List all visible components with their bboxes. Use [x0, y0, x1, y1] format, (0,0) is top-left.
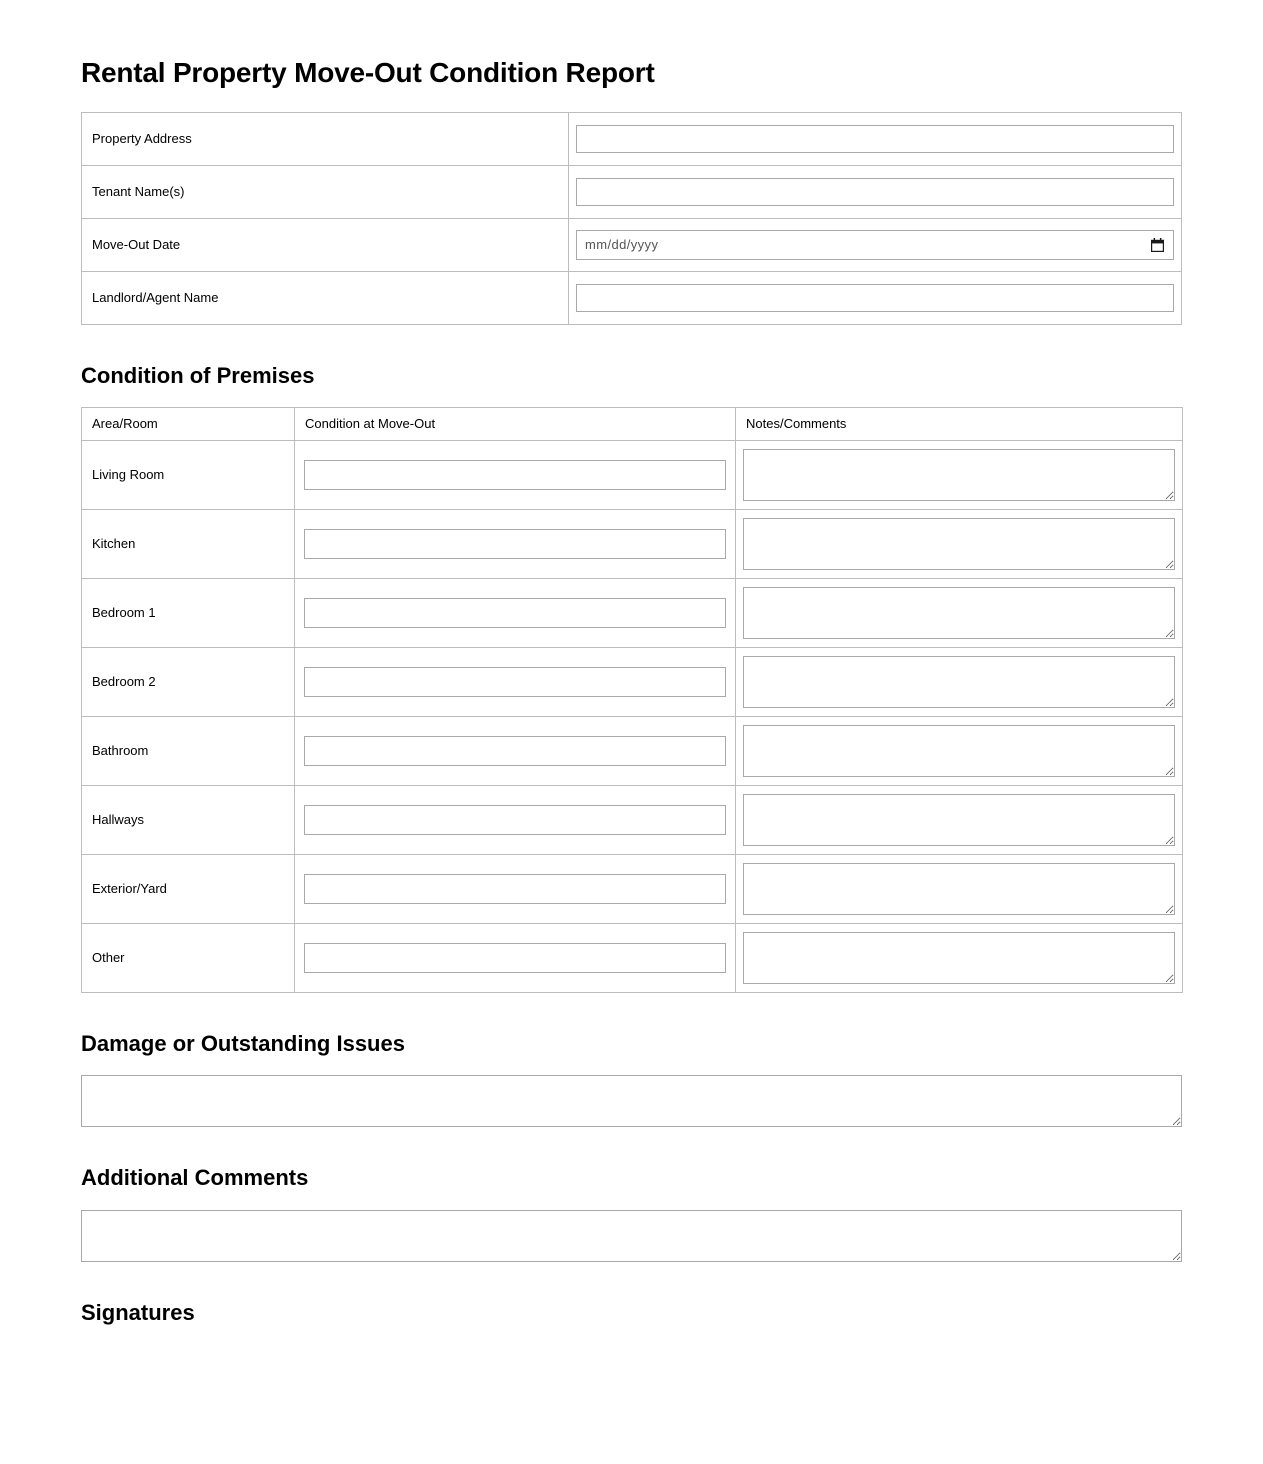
- condition-cell: [295, 923, 736, 992]
- move-out-date-cell: [569, 218, 1182, 271]
- notes-textarea[interactable]: [743, 449, 1175, 501]
- table-row: [82, 578, 1183, 647]
- condition-cell: [295, 509, 736, 578]
- table-row: [82, 923, 1183, 992]
- property-info-table: [81, 112, 1182, 325]
- notes-textarea[interactable]: [743, 725, 1175, 777]
- notes-cell: [736, 785, 1183, 854]
- landlord-agent-name-label: Landlord/Agent Name: [82, 271, 569, 324]
- column-header-area-room: Area/Room: [82, 407, 295, 440]
- condition-input[interactable]: [304, 874, 726, 904]
- condition-cell: [295, 785, 736, 854]
- notes-textarea[interactable]: [743, 656, 1175, 708]
- condition-cell: [295, 440, 736, 509]
- landlord-agent-name-input[interactable]: [576, 284, 1174, 312]
- tenant-name-input[interactable]: [576, 178, 1174, 206]
- property-address-label: Property Address: [82, 112, 569, 165]
- room-label: Bedroom 1: [82, 578, 295, 647]
- signatures-area: [81, 1344, 1182, 1464]
- notes-cell: [736, 716, 1183, 785]
- landlord-agent-name-cell: [569, 271, 1182, 324]
- condition-table-body: [82, 440, 1183, 992]
- notes-cell: [736, 509, 1183, 578]
- additional-comments-textarea[interactable]: [81, 1210, 1182, 1262]
- condition-input[interactable]: [304, 598, 726, 628]
- table-row: [82, 165, 1182, 218]
- damage-issues-textarea[interactable]: [81, 1075, 1182, 1127]
- table-row: [82, 112, 1182, 165]
- room-label: Hallways: [82, 785, 295, 854]
- notes-cell: [736, 647, 1183, 716]
- table-row: [82, 509, 1183, 578]
- table-row: [82, 440, 1183, 509]
- room-label: Other: [82, 923, 295, 992]
- condition-of-premises-heading: Condition of Premises: [81, 362, 315, 388]
- notes-cell: [736, 578, 1183, 647]
- notes-textarea[interactable]: [743, 932, 1175, 984]
- date-placeholder-text: mm/dd/yyyy: [585, 237, 659, 253]
- condition-input[interactable]: [304, 736, 726, 766]
- notes-textarea[interactable]: [743, 863, 1175, 915]
- signatures-heading: Signatures: [81, 1299, 195, 1325]
- notes-textarea[interactable]: [743, 587, 1175, 639]
- notes-cell: [736, 854, 1183, 923]
- notes-textarea[interactable]: [743, 518, 1175, 570]
- condition-input[interactable]: [304, 943, 726, 973]
- damage-issues-heading: Damage or Outstanding Issues: [81, 1030, 405, 1056]
- move-out-date-input[interactable]: [576, 230, 1174, 260]
- condition-table-head: [82, 407, 1183, 440]
- room-label: Living Room: [82, 440, 295, 509]
- tenant-name-cell: [569, 165, 1182, 218]
- table-row: [82, 218, 1182, 271]
- move-out-date-label: Move-Out Date: [82, 218, 569, 271]
- room-label: Kitchen: [82, 509, 295, 578]
- tenant-name-label: Tenant Name(s): [82, 165, 569, 218]
- room-label: Bathroom: [82, 716, 295, 785]
- property-address-input[interactable]: [576, 125, 1174, 153]
- additional-comments-heading: Additional Comments: [81, 1165, 309, 1191]
- room-label: Bedroom 2: [82, 647, 295, 716]
- condition-cell: [295, 647, 736, 716]
- column-header-notes: Notes/Comments: [736, 407, 1183, 440]
- table-row: [82, 854, 1183, 923]
- condition-of-premises-table: [81, 407, 1183, 993]
- condition-cell: [295, 854, 736, 923]
- condition-cell: [295, 578, 736, 647]
- table-row: [82, 647, 1183, 716]
- condition-input[interactable]: [304, 805, 726, 835]
- column-header-condition: Condition at Move-Out: [295, 407, 736, 440]
- page-title: Rental Property Move-Out Condition Report: [81, 57, 655, 88]
- table-row: [82, 271, 1182, 324]
- notes-cell: [736, 440, 1183, 509]
- condition-input[interactable]: [304, 460, 726, 490]
- table-row: [82, 716, 1183, 785]
- condition-cell: [295, 716, 736, 785]
- notes-cell: [736, 923, 1183, 992]
- table-header-row: [82, 407, 1183, 440]
- calendar-icon[interactable]: [1151, 238, 1164, 252]
- condition-input[interactable]: [304, 529, 726, 559]
- condition-input[interactable]: [304, 667, 726, 697]
- table-row: [82, 785, 1183, 854]
- notes-textarea[interactable]: [743, 794, 1175, 846]
- room-label: Exterior/Yard: [82, 854, 295, 923]
- property-info-table-body: [82, 112, 1182, 324]
- property-address-cell: [569, 112, 1182, 165]
